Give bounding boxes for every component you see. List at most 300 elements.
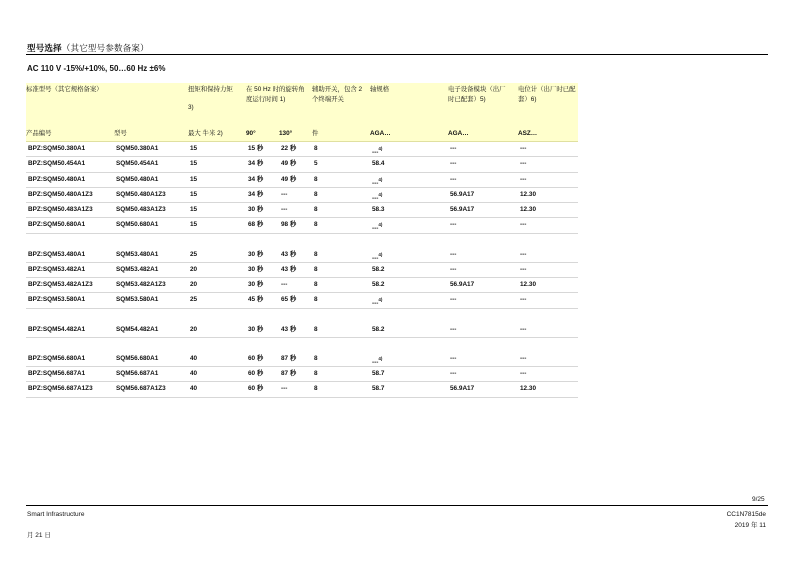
header-standard-model: 标准型号（其它规格备案） xyxy=(26,86,103,93)
table-row xyxy=(26,278,578,293)
shaft-cell-value: 58.2 xyxy=(372,281,385,288)
page-title-rest: （其它型号参数备案） xyxy=(61,43,149,53)
type-cell xyxy=(114,263,188,277)
time-130-cell-value: --- xyxy=(281,190,288,198)
time-130-cell xyxy=(279,188,312,202)
table-row xyxy=(26,382,578,397)
aux-switch-cell xyxy=(312,367,370,381)
time-90-cell-value: 45 秒 xyxy=(248,296,264,304)
shaft-cell xyxy=(370,188,448,202)
table-row xyxy=(26,323,578,338)
potentiometer-cell-value: --- xyxy=(520,175,527,183)
table-row xyxy=(26,142,578,157)
aux-switch-cell-value: 8 xyxy=(314,221,318,229)
torque-cell xyxy=(188,278,246,292)
product-number-cell xyxy=(26,323,114,337)
time-90-cell xyxy=(246,352,279,366)
subheader-pieces: 件 xyxy=(312,130,319,137)
group-spacer xyxy=(26,309,578,323)
electronics-cell xyxy=(448,263,518,277)
potentiometer-cell-value: --- xyxy=(520,296,527,304)
type-cell xyxy=(114,157,188,171)
product-number-cell-value: BPZ:SQM53.580A1 xyxy=(28,296,86,304)
type-cell xyxy=(114,248,188,262)
time-90-cell-value: 34 秒 xyxy=(248,190,264,198)
type-cell xyxy=(114,367,188,381)
table-row xyxy=(26,263,578,278)
shaft-cell xyxy=(370,263,448,277)
aux-switch-cell xyxy=(312,352,370,366)
torque-cell-value: 25 xyxy=(190,250,198,258)
type-cell-value: SQM56.687A1Z3 xyxy=(116,385,166,393)
header-torque xyxy=(188,85,243,113)
shaft-cell xyxy=(370,218,448,232)
time-90-cell-value: 68 秒 xyxy=(248,221,264,229)
potentiometer-cell-value: --- xyxy=(520,325,527,333)
time-130-cell-value: 98 秒 xyxy=(281,221,297,229)
time-90-cell xyxy=(246,173,279,187)
type-cell xyxy=(114,293,188,307)
shaft-cell-value: 58.4 xyxy=(372,160,385,168)
aux-switch-cell-value: 8 xyxy=(314,190,318,198)
header-potentiometer: 电位计（出厂时已配套）6) xyxy=(518,86,576,103)
time-90-cell xyxy=(246,263,279,277)
table-row xyxy=(26,248,578,263)
subheader-potentiometer-asz: ASZ… xyxy=(518,130,538,137)
potentiometer-cell xyxy=(518,367,578,381)
time-130-cell xyxy=(279,323,312,337)
table-row xyxy=(26,157,578,172)
shaft-cell xyxy=(370,173,448,187)
shaft-cell-value: --- xyxy=(372,358,379,366)
aux-switch-cell xyxy=(312,263,370,277)
torque-cell-value: 15 xyxy=(190,175,198,183)
type-cell-value: SQM56.680A1 xyxy=(116,354,159,362)
time-130-cell-value: --- xyxy=(281,281,288,288)
type-cell xyxy=(114,203,188,217)
time-130-cell-value: 49 秒 xyxy=(281,160,297,168)
time-130-cell-value: 49 秒 xyxy=(281,175,297,183)
type-cell-value: SQM53.482A1 xyxy=(116,265,159,273)
product-number-cell-value: BPZ:SQM53.480A1 xyxy=(28,250,86,258)
aux-switch-cell xyxy=(312,293,370,307)
header-run-time: 在 50 Hz 时的旋转角度运行时间 1) xyxy=(246,86,305,103)
type-cell xyxy=(114,188,188,202)
subheader-product-number: 产品编号 xyxy=(26,130,52,137)
potentiometer-cell-value: --- xyxy=(520,250,527,258)
product-number-cell-value: BPZ:SQM50.454A1 xyxy=(28,160,86,168)
aux-switch-cell-value: 5 xyxy=(314,160,318,168)
footnote-marker: 4) xyxy=(378,355,383,361)
subheader-130-deg: 130° xyxy=(279,130,293,137)
aux-switch-cell-value: 8 xyxy=(314,250,318,258)
aux-switch-cell-value: 8 xyxy=(314,206,318,213)
electronics-cell-value: --- xyxy=(450,354,457,362)
product-number-cell xyxy=(26,188,114,202)
product-number-cell-value: BPZ:SQM50.680A1 xyxy=(28,221,86,229)
product-number-cell xyxy=(26,278,114,292)
potentiometer-cell xyxy=(518,382,578,396)
type-cell-value: SQM50.483A1Z3 xyxy=(116,206,166,213)
potentiometer-cell-value: 12.30 xyxy=(520,206,536,213)
group-spacer xyxy=(26,234,578,248)
header-torque-note: 3) xyxy=(188,104,194,111)
aux-switch-cell xyxy=(312,173,370,187)
product-number-cell-value: BPZ:SQM56.687A1 xyxy=(28,370,86,377)
product-number-cell xyxy=(26,367,114,381)
time-90-cell-value: 34 秒 xyxy=(248,175,264,183)
potentiometer-cell-value: --- xyxy=(520,145,527,152)
shaft-cell xyxy=(370,382,448,396)
aux-switch-cell-value: 8 xyxy=(314,175,318,183)
shaft-cell xyxy=(370,203,448,217)
aux-switch-cell-value: 8 xyxy=(314,325,318,333)
torque-cell xyxy=(188,203,246,217)
potentiometer-cell xyxy=(518,203,578,217)
potentiometer-cell xyxy=(518,352,578,366)
type-cell-value: SQM50.680A1 xyxy=(116,221,159,229)
shaft-cell-value: 58.7 xyxy=(372,385,385,393)
potentiometer-cell xyxy=(518,142,578,156)
product-number-cell-value: BPZ:SQM53.482A1Z3 xyxy=(28,281,93,288)
potentiometer-cell xyxy=(518,323,578,337)
type-cell-value: SQM53.480A1 xyxy=(116,250,159,258)
electronics-cell xyxy=(448,323,518,337)
electronics-cell xyxy=(448,173,518,187)
shaft-cell xyxy=(370,157,448,171)
time-90-cell-value: 30 秒 xyxy=(248,325,264,333)
aux-switch-cell-value: 8 xyxy=(314,370,318,377)
table-row xyxy=(26,203,578,218)
type-cell xyxy=(114,173,188,187)
torque-cell xyxy=(188,263,246,277)
shaft-cell-value: 58.2 xyxy=(372,325,385,333)
electronics-cell xyxy=(448,157,518,171)
table-subheader xyxy=(26,127,578,142)
product-number-cell-value: BPZ:SQM50.480A1 xyxy=(28,175,86,183)
torque-cell xyxy=(188,188,246,202)
torque-cell-value: 15 xyxy=(190,190,198,198)
aux-switch-cell-value: 8 xyxy=(314,296,318,304)
time-90-cell-value: 30 秒 xyxy=(248,265,264,273)
product-number-cell xyxy=(26,248,114,262)
shaft-cell xyxy=(370,367,448,381)
torque-cell xyxy=(188,323,246,337)
torque-cell-value: 15 xyxy=(190,221,198,229)
time-130-cell xyxy=(279,382,312,396)
potentiometer-cell xyxy=(518,278,578,292)
potentiometer-cell xyxy=(518,218,578,232)
electronics-cell-value: 56.9A17 xyxy=(450,206,475,213)
aux-switch-cell xyxy=(312,218,370,232)
time-90-cell-value: 15 秒 xyxy=(248,145,264,152)
shaft-cell-value: 58.3 xyxy=(372,206,385,213)
torque-cell-value: 20 xyxy=(190,281,198,288)
product-number-cell xyxy=(26,203,114,217)
time-130-cell xyxy=(279,142,312,156)
footnote-marker: 4) xyxy=(378,191,383,197)
time-90-cell-value: 34 秒 xyxy=(248,160,264,168)
voltage-spec: AC 110 V -15%/+10%, 50…60 Hz ±6% xyxy=(27,64,166,73)
torque-cell-value: 40 xyxy=(190,354,198,362)
electronics-cell-value: --- xyxy=(450,221,457,229)
torque-cell xyxy=(188,173,246,187)
type-cell-value: SQM56.687A1 xyxy=(116,370,159,377)
torque-cell-value: 15 xyxy=(190,145,198,152)
electronics-cell-value: --- xyxy=(450,160,457,168)
subheader-90-deg: 90° xyxy=(246,130,256,137)
date-year-month: 2019 年 11 xyxy=(734,522,766,529)
type-cell-value: SQM50.454A1 xyxy=(116,160,159,168)
shaft-cell xyxy=(370,142,448,156)
time-130-cell xyxy=(279,352,312,366)
time-90-cell xyxy=(246,203,279,217)
electronics-cell xyxy=(448,142,518,156)
aux-switch-cell xyxy=(312,323,370,337)
page-title xyxy=(27,42,149,54)
product-number-cell-value: BPZ:SQM50.380A1 xyxy=(28,145,86,152)
product-number-cell xyxy=(26,157,114,171)
subheader-type: 型号 xyxy=(114,130,127,137)
potentiometer-cell xyxy=(518,248,578,262)
product-number-cell xyxy=(26,293,114,307)
subheader-electronics-aga: AGA… xyxy=(448,130,469,137)
torque-cell-value: 15 xyxy=(190,206,198,213)
potentiometer-cell-value: --- xyxy=(520,370,527,377)
electronics-cell-value: --- xyxy=(450,175,457,183)
group-spacer xyxy=(26,338,578,352)
footnote-marker: 4) xyxy=(378,146,383,151)
type-cell xyxy=(114,323,188,337)
torque-cell xyxy=(188,293,246,307)
aux-switch-cell xyxy=(312,382,370,396)
electronics-cell-value: 56.9A17 xyxy=(450,190,475,198)
torque-cell xyxy=(188,367,246,381)
torque-cell-value: 15 xyxy=(190,160,198,168)
time-90-cell xyxy=(246,323,279,337)
aux-switch-cell xyxy=(312,278,370,292)
time-130-cell-value: 65 秒 xyxy=(281,296,297,304)
page-number: 9/25 xyxy=(752,496,765,503)
product-number-cell xyxy=(26,352,114,366)
aux-switch-cell xyxy=(312,248,370,262)
electronics-cell-value: 56.9A17 xyxy=(450,385,475,393)
time-130-cell-value: 87 秒 xyxy=(281,370,297,377)
table-row xyxy=(26,367,578,382)
product-number-cell-value: BPZ:SQM54.482A1 xyxy=(28,325,86,333)
electronics-cell-value: --- xyxy=(450,296,457,304)
aux-switch-cell xyxy=(312,157,370,171)
torque-cell-value: 25 xyxy=(190,296,198,304)
aux-switch-cell-value: 8 xyxy=(314,145,318,152)
torque-cell xyxy=(188,142,246,156)
time-130-cell xyxy=(279,278,312,292)
electronics-cell xyxy=(448,382,518,396)
torque-cell-value: 20 xyxy=(190,325,198,333)
potentiometer-cell-value: --- xyxy=(520,354,527,362)
shaft-cell xyxy=(370,248,448,262)
aux-switch-cell xyxy=(312,188,370,202)
electronics-cell xyxy=(448,188,518,202)
time-90-cell xyxy=(246,367,279,381)
product-number-cell xyxy=(26,173,114,187)
time-130-cell xyxy=(279,248,312,262)
time-130-cell xyxy=(279,218,312,232)
electronics-cell-value: --- xyxy=(450,325,457,333)
aux-switch-cell xyxy=(312,142,370,156)
shaft-cell-value: --- xyxy=(372,300,379,308)
header-torque-label: 扭矩和保持力矩 xyxy=(188,86,233,93)
product-number-cell xyxy=(26,263,114,277)
potentiometer-cell xyxy=(518,263,578,277)
time-130-cell xyxy=(279,367,312,381)
torque-cell xyxy=(188,352,246,366)
electronics-cell xyxy=(448,352,518,366)
aux-switch-cell xyxy=(312,203,370,217)
potentiometer-cell-value: --- xyxy=(520,265,527,273)
time-130-cell-value: --- xyxy=(281,385,288,393)
torque-cell-value: 40 xyxy=(190,370,198,377)
product-number-cell xyxy=(26,142,114,156)
subheader-torque-max: 最大 牛米 2) xyxy=(188,130,223,137)
product-number-cell-value: BPZ:SQM56.680A1 xyxy=(28,354,86,362)
type-cell xyxy=(114,352,188,366)
time-130-cell xyxy=(279,173,312,187)
shaft-cell-value: --- xyxy=(372,254,379,262)
footnote-marker: 4) xyxy=(378,297,383,303)
header-shaft: 轴规格 xyxy=(370,86,390,93)
product-number-cell xyxy=(26,382,114,396)
table-row xyxy=(26,173,578,188)
time-90-cell xyxy=(246,382,279,396)
table-body xyxy=(26,142,578,398)
potentiometer-cell-value: 12.30 xyxy=(520,281,536,288)
footer-divider xyxy=(26,505,768,506)
electronics-cell xyxy=(448,203,518,217)
model-selection-table xyxy=(26,83,578,398)
footnote-marker: 4) xyxy=(378,176,383,182)
potentiometer-cell xyxy=(518,173,578,187)
time-90-cell-value: 60 秒 xyxy=(248,354,264,362)
shaft-cell xyxy=(370,352,448,366)
type-cell-value: SQM50.380A1 xyxy=(116,145,159,152)
product-number-cell-value: BPZ:SQM53.482A1 xyxy=(28,265,86,273)
type-cell-value: SQM53.580A1 xyxy=(116,296,159,304)
torque-cell xyxy=(188,218,246,232)
product-number-cell-value: BPZ:SQM50.480A1Z3 xyxy=(28,190,93,198)
time-90-cell xyxy=(246,157,279,171)
company-name: Smart Infrastructure xyxy=(27,511,85,518)
electronics-cell xyxy=(448,248,518,262)
table-header xyxy=(26,83,578,127)
torque-cell-value: 40 xyxy=(190,385,198,393)
footnote-marker: 4) xyxy=(378,251,383,257)
electronics-cell-value: 56.9A17 xyxy=(450,281,475,288)
aux-switch-cell-value: 8 xyxy=(314,281,318,288)
torque-cell xyxy=(188,157,246,171)
product-number-cell-value: BPZ:SQM50.483A1Z3 xyxy=(28,206,93,213)
type-cell xyxy=(114,142,188,156)
header-electronics: 电子设备模块（出厂时已配套）5) xyxy=(448,86,506,103)
type-cell-value: SQM50.480A1 xyxy=(116,175,159,183)
type-cell xyxy=(114,218,188,232)
aux-switch-cell-value: 8 xyxy=(314,385,318,393)
torque-cell-value: 20 xyxy=(190,265,198,273)
type-cell xyxy=(114,382,188,396)
shaft-cell-value: --- xyxy=(372,194,379,202)
shaft-cell xyxy=(370,323,448,337)
shaft-cell-value: --- xyxy=(372,149,379,156)
time-90-cell xyxy=(246,142,279,156)
time-90-cell-value: 30 秒 xyxy=(248,250,264,258)
time-130-cell xyxy=(279,157,312,171)
type-cell-value: SQM54.482A1 xyxy=(116,325,159,333)
time-130-cell-value: --- xyxy=(281,206,288,213)
electronics-cell-value: --- xyxy=(450,250,457,258)
torque-cell xyxy=(188,382,246,396)
time-130-cell-value: 87 秒 xyxy=(281,354,297,362)
time-90-cell-value: 60 秒 xyxy=(248,385,264,393)
potentiometer-cell-value: 12.30 xyxy=(520,385,536,393)
table-row xyxy=(26,188,578,203)
time-130-cell-value: 22 秒 xyxy=(281,145,297,152)
shaft-cell xyxy=(370,278,448,292)
electronics-cell xyxy=(448,293,518,307)
potentiometer-cell-value: --- xyxy=(520,221,527,229)
time-90-cell xyxy=(246,278,279,292)
table-row xyxy=(26,352,578,367)
time-90-cell xyxy=(246,293,279,307)
shaft-cell-value: --- xyxy=(372,179,379,187)
potentiometer-cell xyxy=(518,188,578,202)
time-90-cell-value: 30 秒 xyxy=(248,281,264,288)
time-90-cell xyxy=(246,248,279,262)
subheader-shaft-aga: AGA… xyxy=(370,130,391,137)
time-90-cell-value: 60 秒 xyxy=(248,370,264,377)
electronics-cell xyxy=(448,367,518,381)
torque-cell xyxy=(188,248,246,262)
shaft-cell-value: --- xyxy=(372,225,379,233)
type-cell-value: SQM50.480A1Z3 xyxy=(116,190,166,198)
type-cell-value: SQM53.482A1Z3 xyxy=(116,281,166,288)
time-130-cell xyxy=(279,263,312,277)
time-90-cell xyxy=(246,188,279,202)
table-row xyxy=(26,293,578,308)
document-number: CC1N7815de xyxy=(726,511,766,518)
electronics-cell-value: --- xyxy=(450,370,457,377)
potentiometer-cell xyxy=(518,157,578,171)
time-130-cell-value: 43 秒 xyxy=(281,325,297,333)
title-divider xyxy=(26,54,768,55)
time-90-cell-value: 30 秒 xyxy=(248,206,264,213)
product-number-cell xyxy=(26,218,114,232)
time-90-cell xyxy=(246,218,279,232)
page-title-bold: 型号选择 xyxy=(27,43,62,53)
electronics-cell-value: --- xyxy=(450,265,457,273)
electronics-cell xyxy=(448,218,518,232)
electronics-cell xyxy=(448,278,518,292)
aux-switch-cell-value: 8 xyxy=(314,265,318,273)
time-130-cell-value: 43 秒 xyxy=(281,265,297,273)
aux-switch-cell-value: 8 xyxy=(314,354,318,362)
shaft-cell-value: 58.2 xyxy=(372,265,385,273)
shaft-cell xyxy=(370,293,448,307)
potentiometer-cell-value: 12.30 xyxy=(520,190,536,198)
time-130-cell xyxy=(279,203,312,217)
potentiometer-cell-value: --- xyxy=(520,160,527,168)
shaft-cell-value: 58.7 xyxy=(372,370,385,377)
time-130-cell-value: 43 秒 xyxy=(281,250,297,258)
